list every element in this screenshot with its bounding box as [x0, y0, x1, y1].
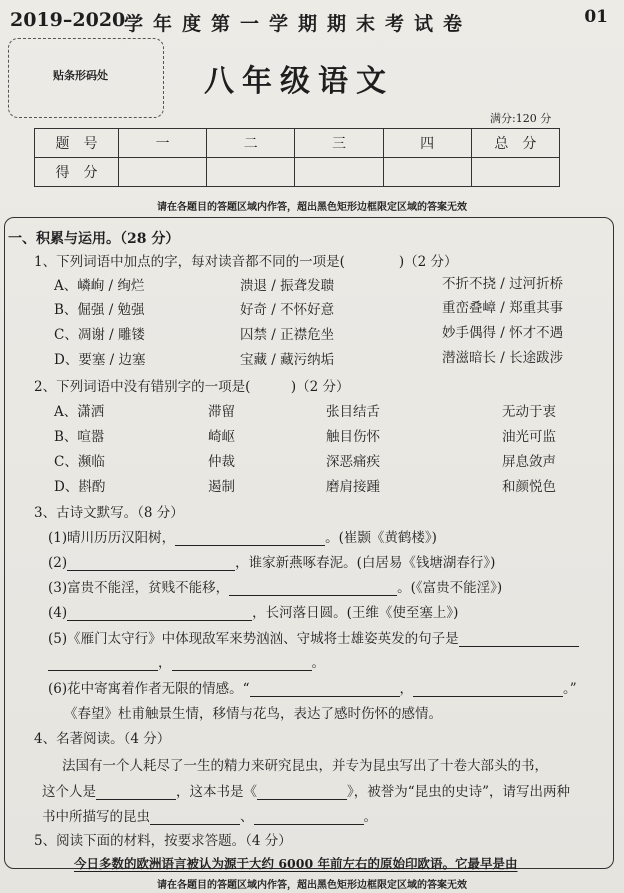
q2-option-b-4: 油光可监: [502, 429, 556, 445]
q3-item-1-text: (1)晴川历历汉阳树，: [48, 530, 176, 546]
q4-p2-a: 这个人是: [42, 784, 96, 800]
q3-item-2-source: ，谁家新燕啄春泥。(白居易《钱塘湖春行》): [235, 555, 496, 571]
score-header-cell: 总 分: [471, 129, 559, 158]
answer-blank[interactable]: [172, 656, 312, 671]
score-cell[interactable]: [295, 158, 383, 187]
answer-blank[interactable]: [48, 656, 158, 671]
answer-blank[interactable]: [67, 606, 252, 621]
q2-option-a-4: 无动于衷: [502, 404, 556, 420]
q3-item-1: [48, 526, 437, 546]
q3-item-3-text: (3)富贵不能淫，贫贱不能移，: [48, 580, 230, 596]
exam-type: 学年度第一学期期末考试卷: [124, 13, 473, 35]
q3-item-4: [48, 601, 458, 621]
exam-header: [6, 7, 618, 33]
q4-p3: 书中所描写的昆虫: [42, 809, 150, 825]
q3-item-4-source: ，长河落日圆。(王维《使至塞上》): [252, 605, 459, 621]
q3-item-3-source: 。(《富贵不能淫》): [397, 580, 503, 596]
score-header-cell: 题 号: [35, 129, 119, 158]
score-table-header-row: [35, 129, 560, 158]
q2-option-d-1: D、斟酌: [54, 479, 106, 495]
q1-option-c-3: 妙手偶得 / 怀才不遇: [442, 325, 564, 341]
q2-option-c-3: 深恶痛疾: [326, 454, 380, 470]
q3-item-3: [48, 576, 502, 596]
q3-item-5: [48, 627, 579, 647]
score-header-cell: 三: [295, 129, 383, 158]
q3-item-6-text: (6)花中寄寓着作者无限的情感。“: [48, 681, 250, 697]
q2-option-a-2: 滞留: [208, 404, 235, 420]
score-header-cell: 四: [383, 129, 471, 158]
q2-option-d-3: 磨肩接踵: [326, 479, 380, 495]
q2-option-d-4: 和颜悦色: [502, 479, 556, 495]
q3-item-2: [48, 551, 495, 571]
q1-option-d-3: 潜滋暗长 / 长途跋涉: [442, 350, 564, 366]
q3-item-6-close: ”: [569, 681, 577, 697]
q3-item-6-note: 《春望》杜甫触景生情，移情与花鸟，表达了感时伤怀的感情。: [64, 706, 442, 722]
q2-option-c-4: 屏息敛声: [502, 454, 556, 470]
school-year: 2019–2020: [10, 9, 126, 31]
score-cell[interactable]: [383, 158, 471, 187]
q4-paragraph-2: [42, 780, 570, 800]
question-4-stem: 4、名著阅读。（4 分）: [34, 731, 171, 747]
q2-option-c-1: C、濒临: [54, 454, 105, 470]
q3-item-1-source: 。(崔颢《黄鹤楼》): [325, 530, 437, 546]
score-header-cell: 一: [119, 129, 207, 158]
q2-option-b-3: 触目伤怀: [326, 429, 380, 445]
paper-number: 01: [584, 7, 608, 27]
answer-blank[interactable]: [250, 682, 400, 697]
q2-option-a-1: A、潇洒: [54, 404, 105, 420]
q5-material: 今日多数的欧洲语言被认为源于大约 6000 年前左右的原始印欧语。它最早是由: [74, 856, 518, 871]
answer-blank[interactable]: [175, 531, 325, 546]
q1-option-d-2: 宝藏 / 藏污纳垢: [240, 352, 335, 368]
answer-area-notice-top: 请在各题目的答题区域内作答，超出黑色矩形边框限定区域的答案无效: [157, 202, 467, 213]
score-cell[interactable]: [471, 158, 559, 187]
q3-item-5-cont: ， 。: [48, 651, 325, 671]
answer-area-notice-bottom: 请在各题目的答题区域内作答，超出黑色矩形边框限定区域的答案无效: [157, 880, 467, 891]
q1-option-b-3: 重峦叠嶂 / 郑重其事: [442, 300, 564, 316]
q2-option-b-2: 崎岖: [208, 429, 235, 445]
q1-option-c-2: 囚禁 / 正襟危坐: [240, 327, 335, 343]
score-table: [34, 128, 560, 187]
q4-p2-b: ，这本书是《: [176, 784, 257, 800]
q2-option-b-1: B、喧嚣: [54, 429, 105, 445]
answer-blank[interactable]: [96, 785, 176, 800]
score-table-score-row: [35, 158, 560, 187]
q1-option-a-1: A、嶙峋 / 绚烂: [54, 278, 145, 294]
q1-option-b-2: 好奇 / 不怀好意: [240, 302, 335, 318]
q3-item-5-text: (5)《雁门太守行》中体现敌军来势汹汹、守城将士雄姿英发的句子是: [48, 631, 459, 647]
question-1-stem: 1、下列词语中加点的字，每对读音都不同的一项是( )（2 分）: [34, 254, 458, 270]
answer-blank[interactable]: [254, 810, 364, 825]
paper-title: 八年级语文: [204, 64, 394, 99]
barcode-area: [8, 38, 164, 118]
barcode-label: 贴条形码处: [53, 69, 108, 82]
question-2-stem: 2、下列词语中没有错别字的一项是( )（2 分）: [34, 379, 350, 395]
question-3-stem: 3、古诗文默写。（8 分）: [34, 505, 184, 521]
q4-paragraph-3: 书中所描写的昆虫 、 。: [42, 809, 377, 825]
q1-option-b-1: B、倔强 / 勉强: [54, 302, 145, 318]
score-cell[interactable]: [207, 158, 295, 187]
answer-blank[interactable]: [150, 810, 240, 825]
section-heading: 一、积累与运用。（28 分）: [8, 231, 180, 247]
full-score: 满分:120 分: [490, 112, 552, 125]
q3-item-4-text: (4): [48, 605, 68, 621]
answer-blank[interactable]: [257, 785, 347, 800]
q3-item-6: (6)花中寄寓着作者无限的情感。“ ， 。”: [48, 681, 577, 697]
q2-option-d-2: 遏制: [208, 479, 235, 495]
q1-option-c-1: C、凋谢 / 雕镂: [54, 327, 145, 343]
score-cell[interactable]: [119, 158, 207, 187]
question-5-stem: 5、阅读下面的材料，按要求答题。（4 分）: [34, 833, 292, 849]
q4-p2-c: 》，被誉为“昆虫的史诗”，请写出两种: [347, 784, 571, 800]
q2-option-a-3: 张目结舌: [326, 404, 380, 420]
q3-item-2-text: (2): [48, 555, 68, 571]
answer-blank[interactable]: [459, 632, 579, 647]
answer-blank[interactable]: [229, 581, 397, 596]
q1-option-d-1: D、要塞 / 边塞: [54, 352, 146, 368]
q1-option-a-3: 不折不挠 / 过河折桥: [442, 276, 564, 292]
score-row-label: 得 分: [35, 158, 119, 187]
q1-option-a-2: 溃退 / 振聋发聩: [240, 278, 335, 294]
q4-paragraph-1: 法国有一个人耗尽了一生的精力来研究昆虫，并专为昆虫写出了十卷大部头的书，: [62, 758, 548, 774]
answer-blank[interactable]: [413, 682, 563, 697]
answer-blank[interactable]: [67, 556, 235, 571]
score-header-cell: 二: [207, 129, 295, 158]
q2-option-c-2: 仲裁: [208, 454, 235, 470]
